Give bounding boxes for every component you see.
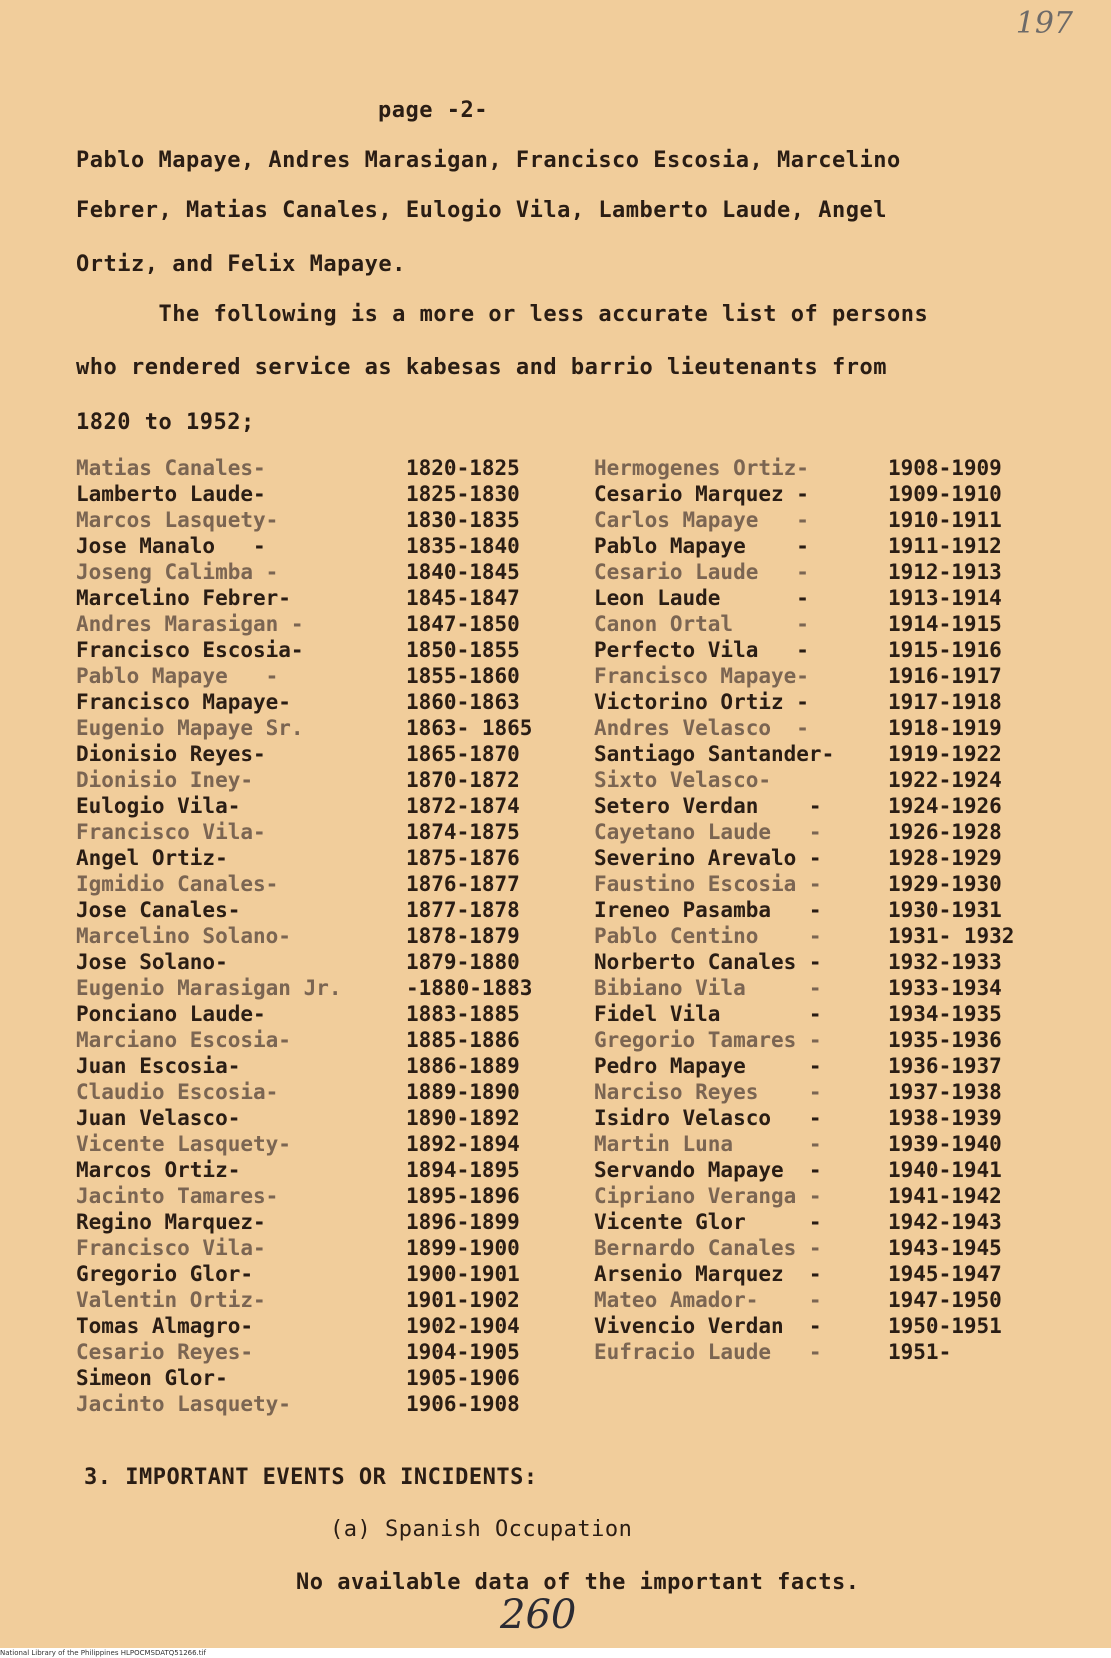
section-3-heading: 3. IMPORTANT EVENTS OR INCIDENTS: xyxy=(84,1465,538,1490)
list-row xyxy=(0,845,1111,871)
official-name: Francisco Escosia- xyxy=(76,638,304,662)
official-name: Jose Canales- xyxy=(76,898,241,922)
intro-line-2: Febrer, Matias Canales, Eulogio Vila, Lamberto Laude, Angel xyxy=(76,198,887,223)
term-years: 1850-1855 xyxy=(406,638,520,662)
official-name: Martin Luna - xyxy=(594,1132,822,1156)
official-name: Arsenio Marquez - xyxy=(594,1262,822,1286)
official-name: Eugenio Marasigan Jr. xyxy=(76,976,342,1000)
list-row xyxy=(0,1365,590,1391)
list-row xyxy=(0,1053,1111,1079)
term-years: 1896-1899 xyxy=(406,1210,520,1234)
term-years: 1879-1880 xyxy=(406,950,520,974)
term-years: 1892-1894 xyxy=(406,1132,520,1156)
term-years: 1865-1870 xyxy=(406,742,520,766)
term-years: 1942-1943 xyxy=(888,1210,1002,1234)
term-years: 1855-1860 xyxy=(406,664,520,688)
term-years: 1919-1922 xyxy=(888,742,1002,766)
official-name: Matias Canales- xyxy=(76,456,266,480)
official-name: Pedro Mapaye - xyxy=(594,1054,822,1078)
list-row xyxy=(0,1157,1111,1183)
term-years: 1894-1895 xyxy=(406,1158,520,1182)
list-row xyxy=(0,663,1111,689)
term-years: 1939-1940 xyxy=(888,1132,1002,1156)
term-years: 1906-1908 xyxy=(406,1392,520,1416)
term-years: 1909-1910 xyxy=(888,482,1002,506)
official-name: Pablo Centino - xyxy=(594,924,822,948)
list-row xyxy=(0,949,1111,975)
official-name: Norberto Canales - xyxy=(594,950,822,974)
officials-list-right xyxy=(0,455,1111,1365)
list-row xyxy=(0,481,1111,507)
term-years: 1874-1875 xyxy=(406,820,520,844)
official-name: Tomas Almagro- xyxy=(76,1314,254,1338)
term-years: 1902-1904 xyxy=(406,1314,520,1338)
official-name: Cesario Laude - xyxy=(594,560,809,584)
term-years: 1908-1909 xyxy=(888,456,1002,480)
term-years: 1918-1919 xyxy=(888,716,1002,740)
term-years: 1889-1890 xyxy=(406,1080,520,1104)
intro-line-3: Ortiz, and Felix Mapaye. xyxy=(76,252,406,277)
term-years: 1915-1916 xyxy=(888,638,1002,662)
official-name: Marcos Ortiz- xyxy=(76,1158,241,1182)
pencil-page-number: 197 xyxy=(1015,6,1073,41)
term-years: 1905-1906 xyxy=(406,1366,520,1390)
term-years: 1870-1872 xyxy=(406,768,520,792)
official-name: Setero Verdan - xyxy=(594,794,822,818)
term-years: 1883-1885 xyxy=(406,1002,520,1026)
official-name: Ponciano Laude- xyxy=(76,1002,266,1026)
term-years: 1878-1879 xyxy=(406,924,520,948)
term-years: 1876-1877 xyxy=(406,872,520,896)
term-years: 1941-1942 xyxy=(888,1184,1002,1208)
term-years: 1845-1847 xyxy=(406,586,520,610)
list-row xyxy=(0,1131,1111,1157)
official-name: Claudio Escosia- xyxy=(76,1080,279,1104)
term-years: 1835-1840 xyxy=(406,534,520,558)
list-row xyxy=(0,923,1111,949)
official-name: Jose Solano- xyxy=(76,950,228,974)
term-years: 1860-1863 xyxy=(406,690,520,714)
page-heading: page -2- xyxy=(378,98,488,123)
term-years: 1935-1936 xyxy=(888,1028,1002,1052)
official-name: Andres Velasco - xyxy=(594,716,809,740)
official-name: Pablo Mapaye - xyxy=(594,534,809,558)
term-years: 1924-1926 xyxy=(888,794,1002,818)
term-years: 1890-1892 xyxy=(406,1106,520,1130)
official-name: Juan Escosia- xyxy=(76,1054,241,1078)
official-name: Bibiano Vila - xyxy=(594,976,822,1000)
term-years: 1904-1905 xyxy=(406,1340,520,1364)
term-years: 1929-1930 xyxy=(888,872,1002,896)
official-name: Gregorio Glor- xyxy=(76,1262,254,1286)
official-name: Gregorio Tamares - xyxy=(594,1028,822,1052)
intro-line-5: who rendered service as kabesas and barrio lieutenants from xyxy=(76,355,887,380)
term-years: 1900-1901 xyxy=(406,1262,520,1286)
official-name: Leon Laude - xyxy=(594,586,809,610)
term-years: 1926-1928 xyxy=(888,820,1002,844)
term-years: 1872-1874 xyxy=(406,794,520,818)
term-years: 1950-1951 xyxy=(888,1314,1002,1338)
official-name: Igmidio Canales- xyxy=(76,872,279,896)
term-years: 1940-1941 xyxy=(888,1158,1002,1182)
list-row xyxy=(0,1079,1111,1105)
official-name: Hermogenes Ortiz- xyxy=(594,456,809,480)
term-years: 1933-1934 xyxy=(888,976,1002,1000)
list-row xyxy=(0,975,1111,1001)
term-years: 1917-1918 xyxy=(888,690,1002,714)
term-years: 1914-1915 xyxy=(888,612,1002,636)
term-years: 1936-1937 xyxy=(888,1054,1002,1078)
list-row xyxy=(0,637,1111,663)
official-name: Bernardo Canales - xyxy=(594,1236,822,1260)
official-name: Severino Arevalo - xyxy=(594,846,822,870)
official-name: Cayetano Laude - xyxy=(594,820,822,844)
list-row xyxy=(0,533,1111,559)
list-row xyxy=(0,793,1111,819)
official-name: Jose Manalo - xyxy=(76,534,266,558)
scan-footer: National Library of the Philippines HLPOCMSDATQ51266.tif xyxy=(0,1648,1111,1658)
official-name: Eugenio Mapaye Sr. xyxy=(76,716,304,740)
list-row xyxy=(0,455,1111,481)
official-name: Marcelino Febrer- xyxy=(76,586,291,610)
official-name: Faustino Escosia - xyxy=(594,872,822,896)
official-name: Lamberto Laude- xyxy=(76,482,266,506)
official-name: Victorino Ortiz - xyxy=(594,690,809,714)
official-name: Vicente Lasquety- xyxy=(76,1132,291,1156)
term-years: 1943-1945 xyxy=(888,1236,1002,1260)
official-name: Jacinto Tamares- xyxy=(76,1184,279,1208)
term-years: 1830-1835 xyxy=(406,508,520,532)
term-years: 1916-1917 xyxy=(888,664,1002,688)
term-years: 1899-1900 xyxy=(406,1236,520,1260)
official-name: Valentin Ortiz- xyxy=(76,1288,266,1312)
term-years: 1947-1950 xyxy=(888,1288,1002,1312)
list-row xyxy=(0,1313,1111,1339)
list-row xyxy=(0,689,1111,715)
list-row xyxy=(0,897,1111,923)
spanish-occupation-heading: (a) Spanish Occupation xyxy=(330,1517,633,1542)
official-name: Eufracio Laude - xyxy=(594,1340,822,1364)
list-row xyxy=(0,741,1111,767)
official-name: Canon Ortal - xyxy=(594,612,809,636)
term-years: 1932-1933 xyxy=(888,950,1002,974)
intro-line-1: Pablo Mapaye, Andres Marasigan, Francisco Escosia, Marcelino xyxy=(76,148,901,173)
term-years: 1877-1878 xyxy=(406,898,520,922)
list-row xyxy=(0,1105,1111,1131)
list-row xyxy=(0,585,1111,611)
no-data-statement: No available data of the important facts. xyxy=(296,1570,860,1595)
term-years: 1928-1929 xyxy=(888,846,1002,870)
list-row xyxy=(0,1287,1111,1313)
official-name: Juan Velasco- xyxy=(76,1106,241,1130)
official-name: Joseng Calimba - xyxy=(76,560,279,584)
official-name: Cipriano Veranga - xyxy=(594,1184,822,1208)
intro-line-4: The following is a more or less accurate list of persons xyxy=(76,302,929,327)
intro-line-6: 1820 to 1952; xyxy=(76,410,255,435)
official-name: Eulogio Vila- xyxy=(76,794,241,818)
list-row xyxy=(0,871,1111,897)
official-name: Pablo Mapaye - xyxy=(76,664,279,688)
official-name: Fidel Vila - xyxy=(594,1002,822,1026)
official-name: Simeon Glor- xyxy=(76,1366,228,1390)
official-name: Francisco Mapaye- xyxy=(76,690,291,714)
official-name: Cesario Reyes- xyxy=(76,1340,254,1364)
official-name: Marcelino Solano- xyxy=(76,924,291,948)
term-years: 1875-1876 xyxy=(406,846,520,870)
official-name: Francisco Vila- xyxy=(76,820,266,844)
list-row xyxy=(0,767,1111,793)
official-name: Regino Marquez- xyxy=(76,1210,266,1234)
list-row xyxy=(0,559,1111,585)
list-row xyxy=(0,1027,1111,1053)
term-years: 1847-1850 xyxy=(406,612,520,636)
official-name: Perfecto Vila - xyxy=(594,638,809,662)
term-years: 1895-1896 xyxy=(406,1184,520,1208)
list-row xyxy=(0,1391,590,1417)
official-name: Francisco Vila- xyxy=(76,1236,266,1260)
official-name: Jacinto Lasquety- xyxy=(76,1392,291,1416)
list-row xyxy=(0,1001,1111,1027)
term-years: -1880-1883 xyxy=(406,976,533,1000)
official-name: Vivencio Verdan - xyxy=(594,1314,822,1338)
official-name: Narciso Reyes - xyxy=(594,1080,822,1104)
official-name: Ireneo Pasamba - xyxy=(594,898,822,922)
official-name: Andres Marasigan - xyxy=(76,612,304,636)
official-name: Servando Mapaye - xyxy=(594,1158,822,1182)
list-row xyxy=(0,1209,1111,1235)
list-row xyxy=(0,1339,1111,1365)
term-years: 1886-1889 xyxy=(406,1054,520,1078)
term-years: 1910-1911 xyxy=(888,508,1002,532)
term-years: 1938-1939 xyxy=(888,1106,1002,1130)
list-row xyxy=(0,611,1111,637)
list-row xyxy=(0,819,1111,845)
list-row xyxy=(0,507,1111,533)
official-name: Dionisio Iney- xyxy=(76,768,254,792)
term-years: 1945-1947 xyxy=(888,1262,1002,1286)
official-name: Sixto Velasco- xyxy=(594,768,772,792)
term-years: 1930-1931 xyxy=(888,898,1002,922)
term-years: 1951- xyxy=(888,1340,952,1364)
stamped-page-number: 260 xyxy=(500,1592,577,1638)
term-years: 1922-1924 xyxy=(888,768,1002,792)
official-name: Marciano Escosia- xyxy=(76,1028,291,1052)
term-years: 1912-1913 xyxy=(888,560,1002,584)
official-name: Carlos Mapaye - xyxy=(594,508,809,532)
term-years: 1937-1938 xyxy=(888,1080,1002,1104)
term-years: 1825-1830 xyxy=(406,482,520,506)
official-name: Santiago Santander- xyxy=(594,742,835,766)
term-years: 1913-1914 xyxy=(888,586,1002,610)
term-years: 1911-1912 xyxy=(888,534,1002,558)
official-name: Mateo Amador- - xyxy=(594,1288,822,1312)
official-name: Francisco Mapaye- xyxy=(594,664,809,688)
term-years: 1885-1886 xyxy=(406,1028,520,1052)
official-name: Dionisio Reyes- xyxy=(76,742,266,766)
term-years: 1934-1935 xyxy=(888,1002,1002,1026)
term-years: 1863- 1865 xyxy=(406,716,533,740)
term-years: 1931- 1932 xyxy=(888,924,1015,948)
term-years: 1820-1825 xyxy=(406,456,520,480)
list-row xyxy=(0,1261,1111,1287)
list-row xyxy=(0,715,1111,741)
official-name: Isidro Velasco - xyxy=(594,1106,822,1130)
official-name: Marcos Lasquety- xyxy=(76,508,279,532)
term-years: 1901-1902 xyxy=(406,1288,520,1312)
list-row xyxy=(0,1183,1111,1209)
list-row xyxy=(0,1235,1111,1261)
official-name: Angel Ortiz- xyxy=(76,846,228,870)
official-name: Vicente Glor - xyxy=(594,1210,822,1234)
term-years: 1840-1845 xyxy=(406,560,520,584)
official-name: Cesario Marquez - xyxy=(594,482,809,506)
